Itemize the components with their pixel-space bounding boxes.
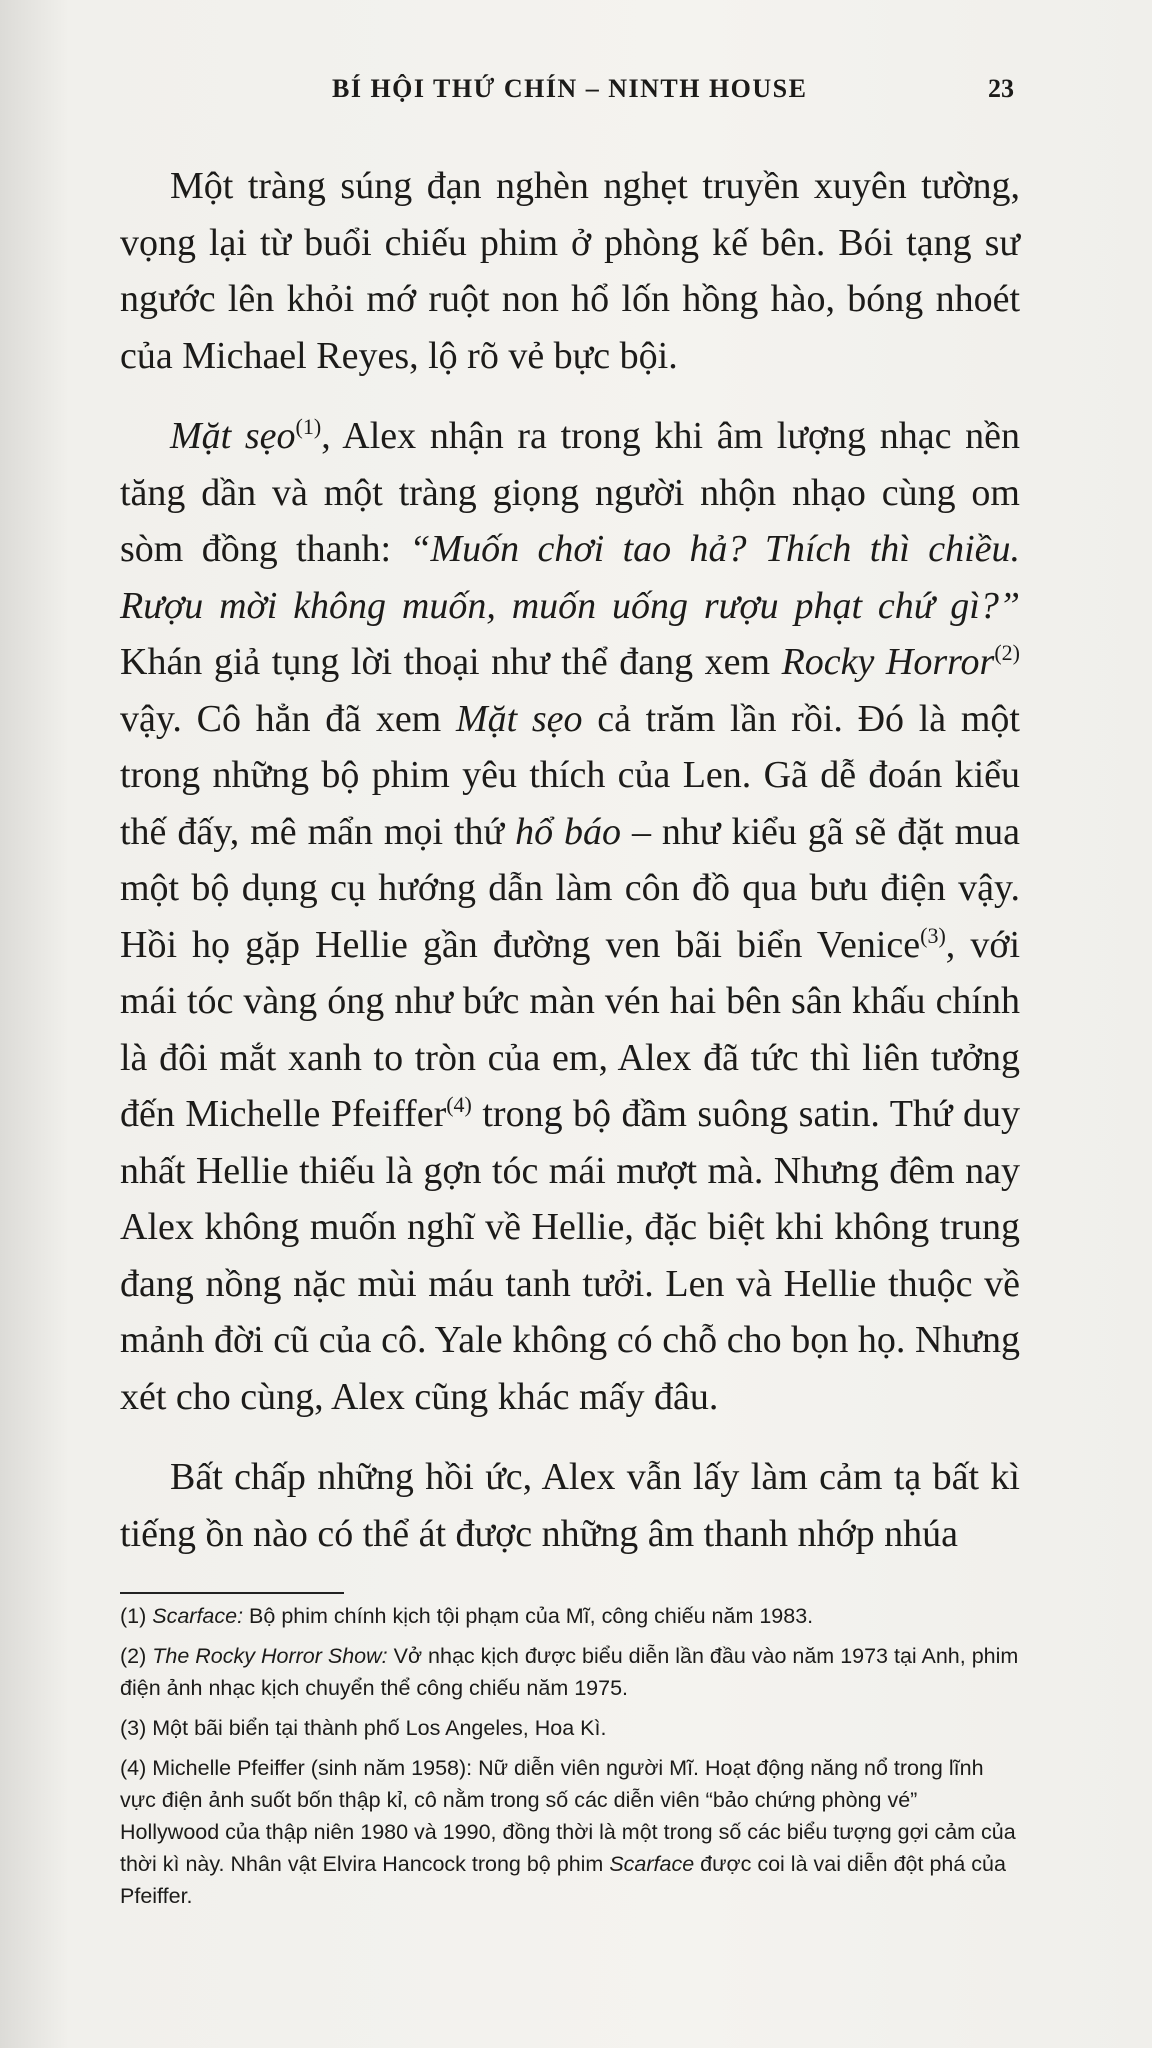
paragraph-2-text: , Alex nhận ra trong khi âm lượng nhạc nền tăng dần và một tràng giọng người nhộn nhạo cùng om sòm đồng thanh: (120, 415, 1020, 570)
footnote-ref-1: (1) (295, 414, 322, 439)
footnote-text: Vở nhạc kịch được biểu diễn lần đầu vào năm 1973 tại Anh, phim điện ảnh nhạc kịch chuyển thể công chiếu năm 1975. (120, 1644, 1019, 1700)
footnote-1 (120, 1600, 1020, 1632)
footnote-3: (3) Một bãi biển tại thành phố Los Angeles, Hoa Kì. (120, 1716, 607, 1740)
footnote-ref-3: (3) (920, 922, 946, 948)
footnote-title: Scarface (609, 1852, 695, 1876)
italic-title-mat-seo: Mặt sẹo (455, 697, 583, 740)
paragraph-2-text: vậy. Cô hẳn đã xem (120, 697, 456, 740)
paragraph-2-text: , với mái tóc vàng óng như bức màn vén hai bên sân khấu chính là đôi mắt xanh to tròn của em, Alex đã tức thì liên tưởng đến Michelle Pfeiffer (120, 923, 1020, 1135)
paragraph-1: Một tràng súng đạn nghèn nghẹt truyền xuyên tường, vọng lại từ buổi chiếu phim ở phòng kế bên. Bói tạng sư ngước lên khỏi mớ ruột non hổ lốn hồng hào, bóng nhoét của Michael Reyes, lộ rõ vẻ bực bội. (120, 165, 1020, 377)
paragraph-2-text: cả trăm lần rồi. Đó là một trong những bộ phim yêu thích của Len. Gã dễ đoán kiểu thế đấy, mê mẩn mọi thứ (120, 697, 1020, 853)
footnote-ref-2: (2) (994, 640, 1020, 665)
paragraph-2 (120, 408, 1020, 1425)
footnotes (120, 1600, 1020, 1920)
footnote-title: The Rocky Horror Show: (152, 1644, 388, 1668)
footnote-2 (120, 1640, 1020, 1704)
page-number: 23 (988, 74, 1014, 103)
italic-title-rocky-horror: Rocky Horror (781, 641, 995, 683)
paragraph-2-text: – như kiểu gã sẽ đặt mua một bộ dụng cụ hướng dẫn làm côn đồ qua bưu điện vậy. Hồi họ gặp Hellie gần đường ven bãi biển Venice (120, 810, 1020, 966)
body-text (120, 158, 1020, 1562)
page-header (0, 70, 1152, 110)
footnote-4 (120, 1752, 1020, 1912)
footnote-text: được coi là vai diễn đột phá của Pfeiffer. (120, 1852, 1006, 1908)
footnote-text: Bộ phim chính kịch tội phạm của Mĩ, công chiếu năm 1983. (243, 1604, 814, 1628)
footnote-ref-4: (4) (446, 1092, 472, 1117)
paragraph-2-text: Khán giả tụng lời thoại như thể đang xem (120, 641, 782, 683)
footnote-text: (4) Michelle Pfeiffer (sinh năm 1958): Nữ diễn viên người Mĩ. Hoạt động năng nổ trong lĩnh vực điện ảnh suốt bốn thập kỉ, cô nằm trong số các diễn viên “bảo chứng phòng vé” Hollywood của thập niên 1980 và 1990, đồng thời là một trong số các biểu tượng gợi cảm của thời kì này. Nhân vật Elvira Hancock trong bộ phim (120, 1756, 1016, 1876)
paragraph-2-text: trong bộ đầm suông satin. Thứ duy nhất Hellie thiếu là gợn tóc mái mượt mà. Nhưng đêm nay Alex không muốn nghĩ về Hellie, đặc biệt khi không trung đang nồng nặc mùi máu tanh tưởi. Len và Hellie thuộc về mảnh đời cũ của cô. Yale không có chỗ cho bọn họ. Nhưng xét cho cùng, Alex cũng khác mấy đâu. (120, 1093, 1020, 1418)
italic-emphasis: hổ báo (515, 810, 622, 853)
footnote-number: (1) (120, 1604, 153, 1628)
italic-quote: “Muốn chơi tao hả? Thích thì chiều. Rượu mời không muốn, muốn uống rượu phạt chứ gì?” (120, 528, 1021, 627)
paragraph-3: Bất chấp những hồi ức, Alex vẫn lấy làm cảm tạ bất kì tiếng ồn nào có thể át được những âm thanh nhớp nhúa (120, 1456, 1020, 1555)
italic-title-mat-seo: Mặt sẹo (170, 415, 296, 457)
footnote-divider (120, 1592, 344, 1594)
footnote-title: Scarface: (152, 1604, 244, 1628)
footnote-number: (2) (120, 1644, 153, 1668)
running-head: BÍ HỘI THỨ CHÍN – NINTH HOUSE (332, 74, 808, 103)
